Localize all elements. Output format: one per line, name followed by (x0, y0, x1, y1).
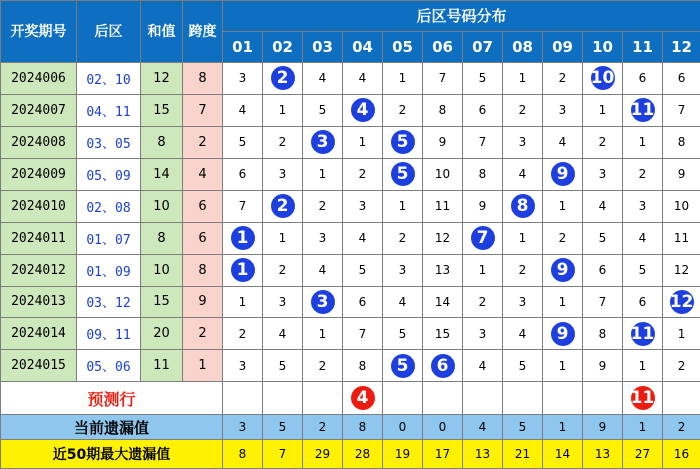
distribution-cell: 11 (663, 222, 700, 254)
distribution-cell: 2 (383, 222, 423, 254)
current-miss-value: 2 (663, 415, 700, 440)
hit-ball: 5 (391, 162, 415, 186)
distribution-cell (343, 94, 383, 126)
distribution-cell: 6 (463, 94, 503, 126)
hit-ball: 7 (471, 226, 495, 250)
prediction-cell (583, 382, 623, 415)
distribution-cell: 1 (623, 350, 663, 382)
hit-ball: 5 (391, 354, 415, 378)
sum-cell: 8 (141, 222, 183, 254)
period-cell: 2024006 (1, 62, 77, 94)
hit-ball: 6 (431, 354, 455, 378)
distribution-cell: 5 (623, 254, 663, 286)
distribution-cell: 7 (463, 126, 503, 158)
distribution-cell (303, 286, 343, 318)
table-row (1, 286, 700, 318)
distribution-cell: 3 (303, 222, 343, 254)
table-row (1, 126, 700, 158)
table-row (1, 254, 700, 286)
number-header-02: 02 (263, 31, 303, 62)
distribution-cell: 8 (583, 318, 623, 350)
sum-cell: 15 (141, 94, 183, 126)
hit-ball: 9 (551, 322, 575, 346)
distribution-cell: 5 (263, 350, 303, 382)
distribution-cell: 7 (423, 62, 463, 94)
distribution-cell: 7 (223, 190, 263, 222)
number-header-12: 12 (663, 31, 700, 62)
distribution-cell: 7 (583, 286, 623, 318)
max-miss-value: 13 (463, 440, 503, 469)
prediction-cell (623, 382, 663, 415)
current-miss-value: 3 (223, 415, 263, 440)
distribution-cell: 9 (423, 126, 463, 158)
span-cell: 6 (183, 222, 223, 254)
number-header-01: 01 (223, 31, 263, 62)
distribution-cell: 2 (343, 158, 383, 190)
span-cell: 9 (183, 286, 223, 318)
distribution-cell (543, 158, 583, 190)
period-cell: 2024008 (1, 126, 77, 158)
distribution-cell: 4 (623, 222, 663, 254)
back-numbers-cell: 03、12 (77, 286, 141, 318)
distribution-cell (383, 158, 423, 190)
period-cell: 2024012 (1, 254, 77, 286)
current-miss-value: 2 (303, 415, 343, 440)
prediction-cell (223, 382, 263, 415)
hit-ball: 3 (311, 130, 335, 154)
max-miss-value: 19 (383, 440, 423, 469)
back-numbers-cell: 01、09 (77, 254, 141, 286)
distribution-cell: 1 (263, 222, 303, 254)
max-miss-label: 近50期最大遗漏值 (1, 440, 223, 469)
table-row (1, 190, 700, 222)
prediction-cell (343, 382, 383, 415)
max-miss-value: 21 (503, 440, 543, 469)
distribution-cell: 5 (503, 350, 543, 382)
distribution-cell: 4 (543, 126, 583, 158)
header-back: 后区 (77, 1, 141, 63)
header-span: 跨度 (183, 1, 223, 63)
span-cell: 2 (183, 318, 223, 350)
period-cell: 2024015 (1, 350, 77, 382)
max-miss-value: 14 (543, 440, 583, 469)
distribution-cell: 2 (263, 254, 303, 286)
max-miss-row (1, 440, 700, 469)
span-cell: 1 (183, 350, 223, 382)
back-numbers-cell: 09、11 (77, 318, 141, 350)
prediction-cell (463, 382, 503, 415)
sum-cell: 15 (141, 286, 183, 318)
hit-ball: 9 (551, 258, 575, 282)
distribution-cell: 1 (543, 286, 583, 318)
distribution-cell: 8 (423, 94, 463, 126)
distribution-cell: 9 (463, 190, 503, 222)
period-cell: 2024007 (1, 94, 77, 126)
current-miss-label: 当前遗漏值 (1, 415, 223, 440)
distribution-cell (223, 254, 263, 286)
distribution-cell: 4 (263, 318, 303, 350)
max-miss-value: 17 (423, 440, 463, 469)
back-numbers-cell: 02、10 (77, 62, 141, 94)
span-cell: 8 (183, 254, 223, 286)
distribution-cell: 7 (663, 94, 700, 126)
hit-ball: 4 (351, 98, 375, 122)
distribution-cell: 1 (503, 222, 543, 254)
number-header-10: 10 (583, 31, 623, 62)
distribution-cell (623, 94, 663, 126)
number-header-08: 08 (503, 31, 543, 62)
span-cell: 4 (183, 158, 223, 190)
sum-cell: 11 (141, 350, 183, 382)
prediction-cell (303, 382, 343, 415)
distribution-cell: 5 (463, 62, 503, 94)
distribution-cell: 2 (623, 158, 663, 190)
distribution-cell: 5 (223, 126, 263, 158)
sum-cell: 12 (141, 62, 183, 94)
distribution-cell (623, 318, 663, 350)
distribution-cell: 3 (503, 126, 543, 158)
back-numbers-cell: 02、08 (77, 190, 141, 222)
max-miss-value: 13 (583, 440, 623, 469)
distribution-cell: 10 (663, 190, 700, 222)
distribution-cell: 7 (343, 318, 383, 350)
number-header-09: 09 (543, 31, 583, 62)
distribution-cell: 3 (503, 286, 543, 318)
distribution-cell: 2 (503, 94, 543, 126)
table-row (1, 158, 700, 190)
distribution-cell: 4 (463, 350, 503, 382)
hit-ball: 2 (271, 194, 295, 218)
prediction-row (1, 382, 700, 415)
distribution-cell: 3 (383, 254, 423, 286)
prediction-ball: 11 (630, 388, 655, 409)
distribution-cell: 8 (463, 158, 503, 190)
hit-ball: 1 (231, 226, 255, 250)
period-cell: 2024009 (1, 158, 77, 190)
distribution-cell: 6 (343, 286, 383, 318)
hit-ball: 9 (551, 162, 575, 186)
distribution-cell: 1 (303, 158, 343, 190)
number-header-03: 03 (303, 31, 343, 62)
number-header-04: 04 (343, 31, 383, 62)
distribution-cell: 3 (223, 62, 263, 94)
max-miss-value: 7 (263, 440, 303, 469)
current-miss-value: 0 (383, 415, 423, 440)
distribution-cell: 4 (503, 158, 543, 190)
prediction-cell (423, 382, 463, 415)
back-numbers-cell: 05、09 (77, 158, 141, 190)
distribution-cell: 3 (463, 318, 503, 350)
back-numbers-cell: 04、11 (77, 94, 141, 126)
hit-ball: 2 (271, 66, 295, 90)
distribution-cell: 1 (503, 62, 543, 94)
period-cell: 2024014 (1, 318, 77, 350)
distribution-cell: 4 (503, 318, 543, 350)
table-row (1, 350, 700, 382)
hit-ball: 12 (669, 291, 694, 312)
distribution-cell: 3 (583, 158, 623, 190)
prediction-cell (543, 382, 583, 415)
distribution-cell: 2 (463, 286, 503, 318)
distribution-cell: 2 (663, 350, 700, 382)
prediction-cell (263, 382, 303, 415)
hit-ball: 11 (630, 100, 655, 121)
table-row (1, 94, 700, 126)
back-numbers-cell: 05、06 (77, 350, 141, 382)
distribution-cell: 2 (543, 222, 583, 254)
distribution-cell: 4 (343, 62, 383, 94)
hit-ball: 3 (311, 290, 335, 314)
table-body (1, 1, 700, 469)
distribution-cell: 4 (343, 222, 383, 254)
distribution-cell: 12 (663, 254, 700, 286)
distribution-cell: 6 (623, 286, 663, 318)
prediction-cell (383, 382, 423, 415)
distribution-cell: 1 (303, 318, 343, 350)
distribution-cell: 6 (623, 62, 663, 94)
distribution-cell: 2 (263, 126, 303, 158)
current-miss-value: 5 (503, 415, 543, 440)
distribution-cell: 13 (423, 254, 463, 286)
current-miss-value: 0 (423, 415, 463, 440)
distribution-cell: 9 (663, 158, 700, 190)
current-miss-row (1, 415, 700, 440)
distribution-cell (223, 222, 263, 254)
current-miss-value: 1 (543, 415, 583, 440)
distribution-cell (383, 126, 423, 158)
distribution-cell: 1 (543, 350, 583, 382)
number-header-05: 05 (383, 31, 423, 62)
distribution-cell: 4 (223, 94, 263, 126)
period-cell: 2024013 (1, 286, 77, 318)
distribution-cell (463, 222, 503, 254)
distribution-cell: 1 (543, 190, 583, 222)
table-row (1, 222, 700, 254)
distribution-cell: 5 (383, 318, 423, 350)
distribution-cell: 10 (423, 158, 463, 190)
distribution-cell: 1 (263, 94, 303, 126)
distribution-cell: 5 (583, 222, 623, 254)
distribution-cell: 9 (583, 350, 623, 382)
prediction-ball: 4 (351, 386, 375, 410)
distribution-cell: 3 (263, 158, 303, 190)
number-header-11: 11 (623, 31, 663, 62)
hit-ball: 10 (590, 68, 615, 89)
distribution-cell: 15 (423, 318, 463, 350)
distribution-cell (503, 190, 543, 222)
back-numbers-cell: 01、07 (77, 222, 141, 254)
sum-cell: 14 (141, 158, 183, 190)
current-miss-value: 4 (463, 415, 503, 440)
distribution-cell: 1 (623, 126, 663, 158)
distribution-cell: 4 (303, 254, 343, 286)
distribution-cell: 2 (543, 62, 583, 94)
header-period: 开奖期号 (1, 1, 77, 63)
distribution-cell (263, 190, 303, 222)
distribution-cell: 1 (663, 318, 700, 350)
current-miss-value: 9 (583, 415, 623, 440)
current-miss-value: 1 (623, 415, 663, 440)
number-header-07: 07 (463, 31, 503, 62)
back-numbers-cell: 03、05 (77, 126, 141, 158)
distribution-cell: 5 (303, 94, 343, 126)
period-cell: 2024010 (1, 190, 77, 222)
distribution-cell: 3 (623, 190, 663, 222)
distribution-cell: 5 (343, 254, 383, 286)
distribution-cell: 3 (343, 190, 383, 222)
distribution-cell (663, 286, 700, 318)
distribution-cell: 3 (543, 94, 583, 126)
distribution-cell (423, 350, 463, 382)
distribution-cell: 2 (303, 350, 343, 382)
header-distribution: 后区号码分布 (223, 1, 700, 32)
distribution-cell: 8 (343, 350, 383, 382)
sum-cell: 10 (141, 190, 183, 222)
distribution-cell: 1 (583, 94, 623, 126)
distribution-cell (383, 350, 423, 382)
sum-cell: 8 (141, 126, 183, 158)
distribution-cell: 2 (583, 126, 623, 158)
period-cell: 2024011 (1, 222, 77, 254)
distribution-cell (543, 318, 583, 350)
distribution-cell (543, 254, 583, 286)
hit-ball: 8 (511, 194, 535, 218)
span-cell: 7 (183, 94, 223, 126)
table-row (1, 318, 700, 350)
current-miss-value: 5 (263, 415, 303, 440)
distribution-cell: 2 (383, 94, 423, 126)
hit-ball: 11 (630, 323, 655, 344)
distribution-cell: 14 (423, 286, 463, 318)
distribution-cell: 4 (383, 286, 423, 318)
distribution-cell: 1 (383, 190, 423, 222)
sum-cell: 20 (141, 318, 183, 350)
span-cell: 2 (183, 126, 223, 158)
hit-ball: 5 (391, 130, 415, 154)
distribution-cell: 1 (383, 62, 423, 94)
distribution-cell: 2 (503, 254, 543, 286)
header-row-top (1, 1, 700, 32)
header-sum: 和值 (141, 1, 183, 63)
prediction-cell (503, 382, 543, 415)
distribution-cell: 6 (223, 158, 263, 190)
max-miss-value: 8 (223, 440, 263, 469)
distribution-cell: 12 (423, 222, 463, 254)
distribution-cell: 1 (223, 286, 263, 318)
hit-ball: 1 (231, 258, 255, 282)
distribution-cell: 1 (343, 126, 383, 158)
distribution-cell: 6 (663, 62, 700, 94)
distribution-cell: 2 (303, 190, 343, 222)
distribution-cell (583, 62, 623, 94)
max-miss-value: 16 (663, 440, 700, 469)
span-cell: 6 (183, 190, 223, 222)
distribution-cell: 3 (263, 286, 303, 318)
max-miss-value: 27 (623, 440, 663, 469)
distribution-cell: 2 (223, 318, 263, 350)
max-miss-value: 28 (343, 440, 383, 469)
distribution-cell: 1 (463, 254, 503, 286)
distribution-cell: 4 (303, 62, 343, 94)
distribution-cell: 11 (423, 190, 463, 222)
distribution-cell: 4 (583, 190, 623, 222)
span-cell: 8 (183, 62, 223, 94)
prediction-label: 预测行 (1, 382, 223, 415)
sum-cell: 10 (141, 254, 183, 286)
max-miss-value: 29 (303, 440, 343, 469)
distribution-cell (263, 62, 303, 94)
distribution-cell: 6 (583, 254, 623, 286)
current-miss-value: 8 (343, 415, 383, 440)
number-header-06: 06 (423, 31, 463, 62)
distribution-cell: 3 (223, 350, 263, 382)
prediction-cell (663, 382, 700, 415)
table-row (1, 62, 700, 94)
distribution-cell (303, 126, 343, 158)
distribution-cell: 8 (663, 126, 700, 158)
